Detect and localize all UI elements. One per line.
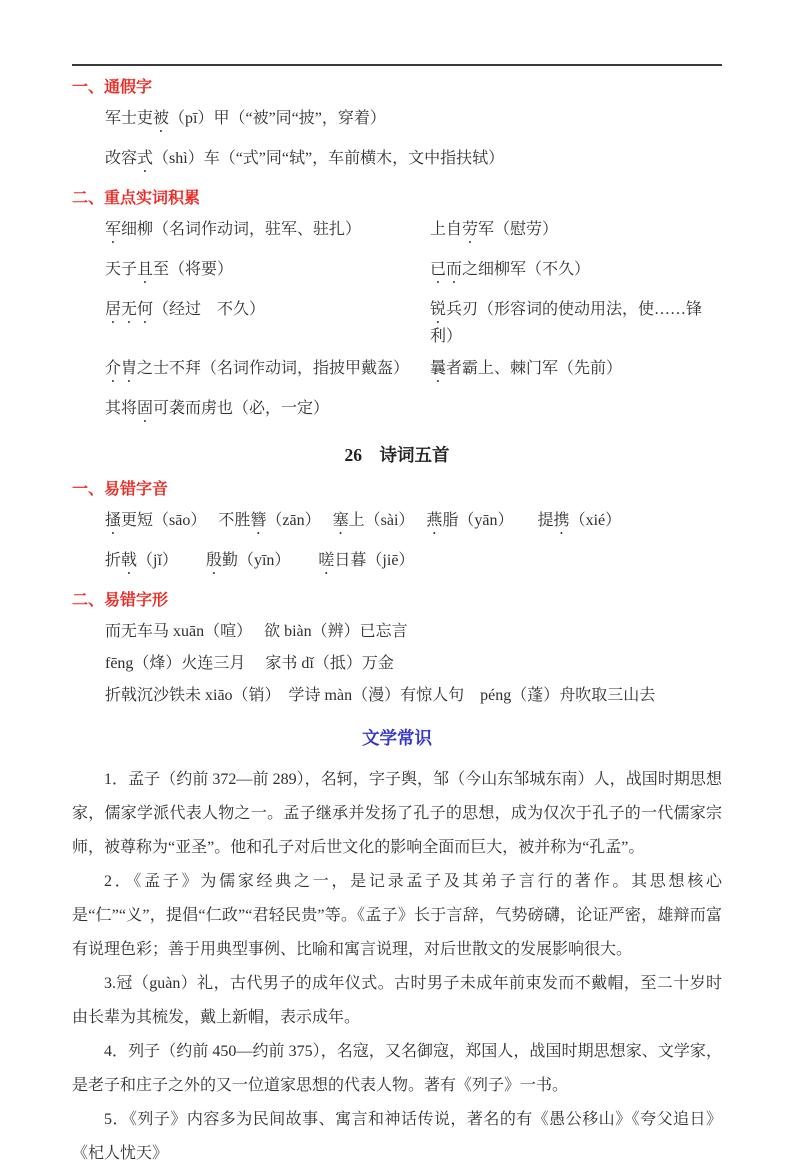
text-segment: 天子 [105,261,138,278]
text-segment: 日暮（jiē） [334,552,415,569]
text-segment: 改容 [105,150,138,167]
emphasized-text: 且 [137,261,154,278]
heading-shici: 二、重点实词积累 [72,190,201,207]
emphasized-text: 塞 [332,512,349,529]
text-segment: （pī）甲（“被”同“披”，穿着） [169,110,386,127]
heading-yicuozixing: 二、易错字形 [72,592,169,609]
text-segment: 至（将要） [153,261,234,278]
text-segment: （xié） [569,512,622,529]
text-segment: 上自 [430,221,463,238]
heading-tongjiazi: 一、通假字 [72,79,153,96]
text-segment: 其将 [105,400,138,417]
word-entry-left [105,300,430,346]
text-segment: 折戟沉沙铁未 xiāo（销） 学诗 màn（漫）有惊人句 péng（蓬）舟吹取三山去 [105,687,656,704]
text-segment: （shì）车（“式”同“轼”，车前横木，文中指扶轼） [153,150,505,167]
emphasized-text: 军 [105,221,122,238]
chapter-title: 26 诗词五首 [344,445,450,465]
paragraph: 1．孟子（约前 372—前 289），名轲，字子舆，邹（今山东邹城东南）人，战国时期思想家，儒家学派代表人物之一。孟子继承并发扬了孔子的思想，成为仅次于孔子的一代儒家宗师，被尊称为“亚圣”。他和孔子对后世文化的影响全面而巨大，被并称为“孔孟”。 [72,771,722,856]
text-line [105,551,722,578]
text-segment: （zān） [266,512,333,529]
emphasized-text: 居无何 [105,301,154,318]
text-segment: 之细柳军（不久） [462,261,591,278]
word-entry-right [430,260,722,287]
text-segment: fēng（烽）火连三月 家书 dǐ（抵）万金 [105,655,394,672]
text-segment: 上（sài） [348,512,427,529]
ziyin-lines [72,511,722,578]
text-segment: 不胜 [218,512,251,529]
shici-word-table [72,220,722,426]
zixing-lines [72,622,722,705]
literary-paragraphs [72,763,722,1171]
emphasized-text: 簪 [250,512,267,529]
text-segment: 军（慰劳） [478,221,559,238]
text-segment: 更短（sāo） [121,512,219,529]
word-entry-left [105,399,430,426]
word-entry-left [105,220,430,247]
text-line [105,654,722,673]
emphasized-text: 介胄 [105,360,138,377]
tongjiazi-lines [72,109,722,176]
word-row [105,260,722,287]
word-row [105,399,722,426]
emphasized-text: 已而 [430,261,463,278]
text-segment: 者霸上、棘门军（先前） [446,360,623,377]
emphasized-text: 固 [137,400,154,417]
word-row [105,220,722,247]
text-line [105,109,722,136]
emphasized-text: 殷 [205,552,222,569]
text-segment: 折 [105,552,122,569]
emphasized-text: 锐 [430,301,447,318]
text-segment: 可袭而虏也（必，一定） [153,400,330,417]
word-entry-right [430,300,722,346]
text-segment: 军士吏 [105,110,154,127]
text-segment: 之士不拜（名词作动词，指披甲戴盔） [137,360,410,377]
heading-yicuoziyin: 一、易错字音 [72,481,169,498]
emphasized-text: 曩 [430,360,447,377]
text-segment: （jǐ） [137,552,206,569]
word-entry-right [430,399,722,426]
emphasized-text: 携 [553,512,570,529]
word-row [105,300,722,346]
word-entry-left [105,359,430,386]
text-segment: 脂（yān） [442,512,538,529]
emphasized-text: 劳 [462,221,479,238]
text-segment: 勤（yīn） [221,552,319,569]
emphasized-text: 戟 [121,552,138,569]
paragraph: 2．《孟子》为儒家经典之一，是记录孟子及其弟子言行的著作。其思想核心是“仁”“义”，提倡“仁政”“君轻民贵”等。《孟子》长于言辞，气势磅礴，论证严密，雄辩而富有说理色彩；善于用典型事例、比喻和寓言说理，对后世散文的发展影响很大。 [72,873,722,958]
text-line [105,686,722,705]
text-segment: 细柳（名词作动词，驻军、驻扎） [121,221,362,238]
word-row [105,359,722,386]
word-entry-left [105,260,430,287]
emphasized-text: 燕 [426,512,443,529]
top-rule [72,64,722,66]
emphasized-text: 搔 [105,512,122,529]
word-entry-right [430,359,722,386]
heading-wenxuechangshi: 文学常识 [362,728,432,748]
text-line [105,149,722,176]
text-segment: 提 [537,512,554,529]
paragraph: 4．列子（约前 450—约前 375），名寇，又名御寇，郑国人，战国时期思想家、文学家，是老子和庄子之外的又一位道家思想的代表人物。著有《列子》一书。 [72,1043,722,1094]
emphasized-text: 被 [153,110,170,127]
paragraph: 3.冠（guàn）礼，古代男子的成年仪式。古时男子未成年前束发而不戴帽，至二十岁时由长辈为其梳发，戴上新帽，表示成年。 [72,975,722,1026]
paragraph: 5．《列子》内容多为民间故事、寓言和神话传说，著名的有《愚公移山》《夸父追日》《杞人忧天》 [72,1111,722,1162]
emphasized-text: 式 [137,150,154,167]
text-line [105,622,722,641]
word-entry-right [430,220,722,247]
emphasized-text: 嗟 [318,552,335,569]
text-line [105,511,722,538]
text-segment: 兵刃（形容词的使动用法，使……锋利） [430,301,703,345]
text-segment: 而无车马 xuān（喧） 欲 biàn（辨）已忘言 [105,623,408,640]
text-segment: （经过 不久） [153,301,266,318]
